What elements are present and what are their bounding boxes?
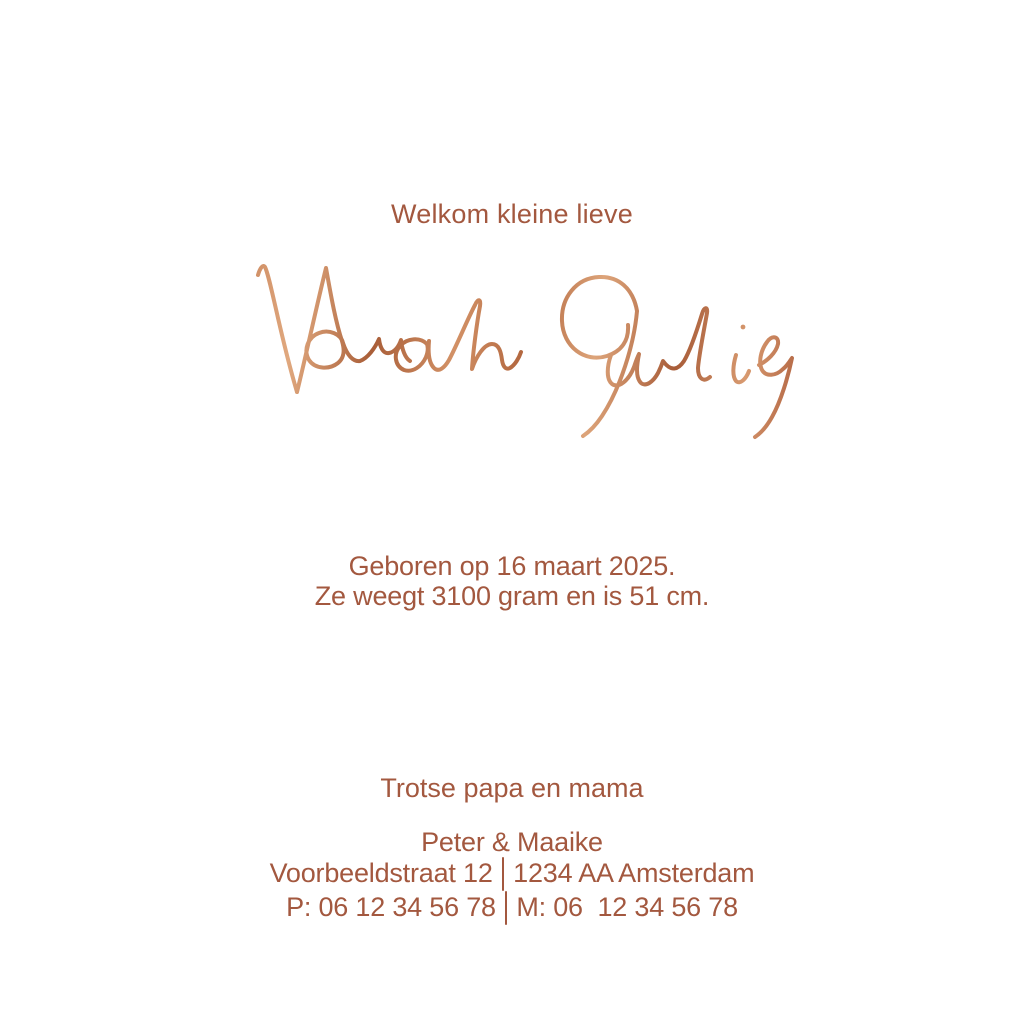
divider-bar — [505, 891, 508, 925]
address-line — [0, 857, 1024, 891]
phone-mama: M: 06 12 34 56 78 — [516, 892, 738, 922]
divider-bar — [502, 857, 505, 891]
phone-papa: P: 06 12 34 56 78 — [286, 892, 496, 922]
baby-name-svg — [230, 256, 810, 440]
phone-line — [0, 891, 1024, 925]
parents-intro: Trotse papa en mama — [380, 773, 644, 803]
contact-block — [0, 827, 1024, 925]
baby-name-script — [230, 256, 810, 440]
i-dot — [741, 325, 746, 330]
birth-details — [0, 552, 1024, 611]
address-city: 1234 AA Amsterdam — [513, 858, 755, 888]
birth-stats-line: Ze weegt 3100 gram en is 51 cm. — [314, 580, 710, 611]
parents-names: Peter & Maaike — [421, 827, 603, 857]
intro-text: Welkom kleine lieve — [391, 199, 633, 229]
birth-date-line: Geboren op 16 maart 2025. — [348, 551, 676, 581]
address-street: Voorbeeldstraat 12 — [269, 858, 493, 888]
baby-name-strokes — [258, 266, 792, 437]
